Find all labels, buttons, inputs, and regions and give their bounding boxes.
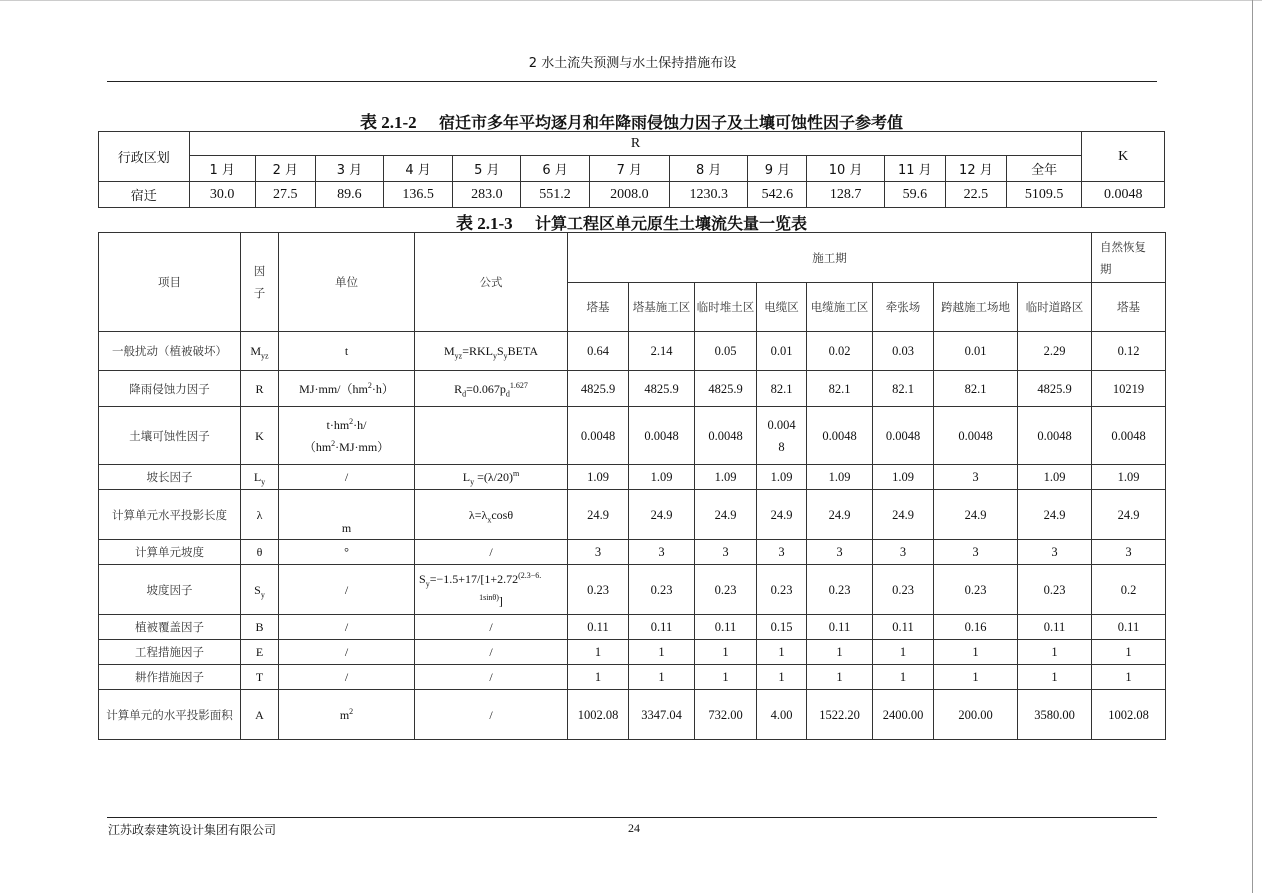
row-unit: [279, 465, 415, 490]
value-cell: 0.11: [1018, 615, 1092, 640]
row-formula: [415, 665, 568, 690]
value-cell: 0.05: [695, 332, 757, 371]
value-cell: 10219: [1092, 371, 1166, 407]
row-factor: [241, 690, 279, 740]
column-header: 临时道路区: [1018, 283, 1092, 332]
unit-text: m: [341, 521, 352, 535]
formula-subscript: y: [425, 578, 430, 588]
unit-text: ·h/: [353, 417, 367, 432]
table-row: [99, 565, 1166, 615]
month-header: 1 月: [189, 156, 255, 182]
row-factor: [241, 490, 279, 540]
unit-text: t: [344, 344, 349, 358]
row-formula: [415, 407, 568, 465]
table-row: [99, 540, 1166, 565]
formula-superscript: 1.627: [509, 380, 528, 390]
value-cell: 1.09: [757, 465, 807, 490]
formula-continuation: 1sinθ): [479, 592, 499, 602]
row-item: 计算单元坡度: [99, 540, 241, 565]
formula-subscript: d: [462, 388, 467, 398]
value-cell: 1002.08: [1092, 690, 1166, 740]
unit-superscript: 2: [331, 438, 336, 448]
value-cell: 1.09: [807, 465, 873, 490]
factor-symbol: A: [255, 707, 264, 722]
running-header: 2 水土流失预测与水土保持措施布设: [528, 56, 737, 71]
value-cell: 0.11: [568, 615, 629, 640]
value-cell: 0.0048: [1018, 407, 1092, 465]
formula-text: /: [489, 670, 493, 684]
value-cell: 0.01: [934, 332, 1018, 371]
table1-title: 宿迁市多年平均逐月和年降雨侵蚀力因子及土壤可蚀性因子参考值: [438, 113, 903, 132]
value-cell: 82.1: [807, 371, 873, 407]
value-cell: 1: [695, 640, 757, 665]
value-cell: 0.11: [1092, 615, 1166, 640]
value-cell: 24.9: [568, 490, 629, 540]
row-factor: [241, 665, 279, 690]
r-value: 2008.0: [589, 182, 669, 208]
row-formula: [415, 465, 568, 490]
value-cell: 0.004 8: [757, 407, 807, 465]
value-cell: 2400.00: [873, 690, 934, 740]
value-cell: 0.23: [695, 565, 757, 615]
r-value: 59.6: [884, 182, 945, 208]
row-factor: [241, 540, 279, 565]
page-number: 24: [628, 821, 640, 835]
value-cell: 0.02: [807, 332, 873, 371]
row-factor: [241, 465, 279, 490]
unit-superscript: 2: [349, 416, 354, 426]
value-cell: 0.64: [568, 332, 629, 371]
table1-number: 表 2.1-2: [360, 113, 417, 132]
formula-text: /: [489, 620, 493, 634]
formula-text: S: [496, 344, 504, 358]
row-item: 一般扰动（植被破坏）: [99, 332, 241, 371]
k-value: 0.0048: [1082, 182, 1165, 208]
value-cell: 1: [1018, 665, 1092, 690]
value-cell: 0.23: [1018, 565, 1092, 615]
row-formula: [415, 540, 568, 565]
formula-text: ]: [498, 593, 503, 608]
head-construction: 施工期: [568, 233, 1092, 283]
unit-text: °: [344, 545, 349, 559]
value-cell: 24.9: [757, 490, 807, 540]
value-cell: 1.09: [1018, 465, 1092, 490]
r-value: 128.7: [807, 182, 884, 208]
column-header: 塔基: [568, 283, 629, 332]
formula-text: cosθ: [491, 507, 514, 522]
value-cell: 4825.9: [1018, 371, 1092, 407]
r-value: 5109.5: [1006, 182, 1082, 208]
r-value: 1230.3: [670, 182, 748, 208]
value-cell: 3: [873, 540, 934, 565]
unit-text: /: [344, 670, 349, 684]
formula-superscript: m: [513, 469, 520, 478]
table-row: [99, 332, 1166, 371]
month-header: 4 月: [384, 156, 453, 182]
unit-superscript: 2: [349, 706, 354, 716]
row-item: 计算单元水平投影长度: [99, 490, 241, 540]
row-item: 计算单元的水平投影面积: [99, 690, 241, 740]
value-cell: 24.9: [934, 490, 1018, 540]
factor-symbol: E: [255, 645, 264, 659]
value-cell: 4825.9: [629, 371, 695, 407]
month-header: 9 月: [748, 156, 807, 182]
table2-number: 表 2.1-3: [456, 214, 513, 233]
value-cell: 732.00: [695, 690, 757, 740]
column-header: 电缆施工区: [807, 283, 873, 332]
value-cell: 0.0048: [807, 407, 873, 465]
factor-symbol: L: [253, 470, 262, 484]
value-cell: 3347.04: [629, 690, 695, 740]
soil-loss-table: [98, 232, 1166, 740]
row-item: 土壤可蚀性因子: [99, 407, 241, 465]
table2-title: 计算工程区单元原生土壤流失量一览表: [534, 214, 807, 233]
value-cell: 0.11: [873, 615, 934, 640]
column-header: 牵张场: [873, 283, 934, 332]
month-header: 8 月: [670, 156, 748, 182]
r-value: 30.0: [189, 182, 255, 208]
page-right-edge: [1252, 0, 1253, 893]
value-cell: 0.11: [807, 615, 873, 640]
unit-text: /: [344, 470, 349, 484]
value-cell: 1: [873, 640, 934, 665]
value-cell: 24.9: [629, 490, 695, 540]
head-formula: 公式: [415, 233, 568, 332]
formula-subscript: yz: [454, 351, 463, 361]
value-cell: 0.16: [934, 615, 1018, 640]
value-cell: 82.1: [757, 371, 807, 407]
value-cell: 1: [757, 665, 807, 690]
value-cell: 0.0048: [568, 407, 629, 465]
column-header: 电缆区: [757, 283, 807, 332]
row-formula: [415, 640, 568, 665]
column-header: 塔基: [1092, 283, 1166, 332]
value-cell: 4.00: [757, 690, 807, 740]
rainfall-erosivity-table: [98, 131, 1165, 208]
head-r: R: [189, 132, 1082, 156]
row-formula: [415, 565, 568, 615]
value-cell: 0.23: [629, 565, 695, 615]
value-cell: 1: [568, 640, 629, 665]
value-cell: 0.03: [873, 332, 934, 371]
value-cell: 3: [757, 540, 807, 565]
unit-text: ·MJ·mm）: [335, 439, 390, 454]
table-row: [99, 665, 1166, 690]
value-cell: 4825.9: [695, 371, 757, 407]
row-formula: [415, 490, 568, 540]
formula-text: L: [462, 470, 471, 484]
row-item: 降雨侵蚀力因子: [99, 371, 241, 407]
footer-company: 江苏政泰建筑设计集团有限公司: [108, 823, 277, 837]
factor-symbol: S: [254, 582, 261, 597]
row-item: 工程措施因子: [99, 640, 241, 665]
value-cell: 82.1: [873, 371, 934, 407]
r-value: 89.6: [315, 182, 383, 208]
table-row: [99, 690, 1166, 740]
value-cell: 4825.9: [568, 371, 629, 407]
value-cell: 0.11: [629, 615, 695, 640]
row-unit: [279, 490, 415, 540]
value-cell: 0.23: [568, 565, 629, 615]
head-district: 行政区划: [99, 132, 190, 182]
value-cell: 200.00: [934, 690, 1018, 740]
formula-subscript: y: [470, 477, 475, 487]
row-unit: [279, 540, 415, 565]
unit-superscript: 2: [367, 380, 372, 390]
value-cell: 1: [757, 640, 807, 665]
formula-subscript: d: [505, 388, 510, 398]
row-formula: [415, 332, 568, 371]
value-cell: 24.9: [695, 490, 757, 540]
value-cell: 1: [629, 640, 695, 665]
value-cell: 0.15: [757, 615, 807, 640]
table-row: [99, 407, 1166, 465]
month-header: 11 月: [884, 156, 945, 182]
month-header: 5 月: [453, 156, 521, 182]
formula-text: =−1.5+17/[1+2.72: [429, 571, 519, 586]
row-formula: [415, 371, 568, 407]
value-cell: 1: [629, 665, 695, 690]
row-item: 耕作措施因子: [99, 665, 241, 690]
value-cell: 1522.20: [807, 690, 873, 740]
table1-caption: [98, 108, 1165, 133]
row-unit: [279, 371, 415, 407]
month-header: 2 月: [255, 156, 315, 182]
value-cell: 82.1: [934, 371, 1018, 407]
footer-rule: [107, 817, 1157, 818]
r-value: 27.5: [255, 182, 315, 208]
month-header: 12 月: [945, 156, 1006, 182]
r-value: 551.2: [521, 182, 589, 208]
value-cell: 1: [695, 665, 757, 690]
row-factor: [241, 615, 279, 640]
value-cell: 24.9: [1092, 490, 1166, 540]
unit-text: ·h）: [371, 381, 394, 396]
table-row: [99, 465, 1166, 490]
value-cell: 24.9: [807, 490, 873, 540]
formula-text: R: [454, 381, 463, 396]
row-factor: [241, 407, 279, 465]
formula-subscript: y: [492, 351, 497, 361]
factor-subscript: yz: [261, 351, 269, 361]
formula-text: /: [489, 645, 493, 659]
factor-subscript: y: [261, 477, 266, 487]
district-cell: 宿迁: [99, 182, 190, 208]
value-cell: 1.09: [568, 465, 629, 490]
value-cell: 24.9: [1018, 490, 1092, 540]
value-cell: 1: [873, 665, 934, 690]
value-cell: 3580.00: [1018, 690, 1092, 740]
formula-text: =(λ/20): [474, 470, 514, 484]
value-cell: 1.09: [873, 465, 934, 490]
row-item: 坡长因子: [99, 465, 241, 490]
value-cell: 3: [934, 465, 1018, 490]
head-item: 项目: [99, 233, 241, 332]
row-unit: [279, 332, 415, 371]
formula-text: /: [489, 545, 493, 559]
value-cell: 1.09: [1092, 465, 1166, 490]
r-value: 22.5: [945, 182, 1006, 208]
factor-symbol: T: [255, 670, 264, 684]
factor-symbol: R: [255, 381, 264, 396]
r-value: 136.5: [384, 182, 453, 208]
value-cell: 0.0048: [873, 407, 934, 465]
value-cell: 1: [1092, 665, 1166, 690]
value-cell: 0.01: [757, 332, 807, 371]
value-cell: 1.09: [629, 465, 695, 490]
unit-text: /: [344, 582, 349, 597]
value-cell: 3: [807, 540, 873, 565]
column-header: 跨越施工场地: [934, 283, 1018, 332]
value-cell: 3: [695, 540, 757, 565]
head-k: K: [1082, 132, 1165, 182]
value-cell: 3: [1018, 540, 1092, 565]
unit-text: m: [339, 707, 350, 722]
month-header: 6 月: [521, 156, 589, 182]
row-unit: [279, 615, 415, 640]
row-factor: [241, 371, 279, 407]
formula-text: S: [419, 571, 426, 586]
value-cell: 2.14: [629, 332, 695, 371]
unit-text: /: [344, 620, 349, 634]
factor-symbol: M: [250, 344, 262, 358]
month-header: 7 月: [589, 156, 669, 182]
value-cell: 0.0048: [695, 407, 757, 465]
value-cell: 0.0048: [934, 407, 1018, 465]
value-cell: 3: [629, 540, 695, 565]
row-factor: [241, 565, 279, 615]
table2-caption: [98, 209, 1165, 234]
value-cell: 3: [1092, 540, 1166, 565]
table-row: [99, 490, 1166, 540]
value-cell: 1: [934, 640, 1018, 665]
row-unit: [279, 665, 415, 690]
value-cell: 1: [1018, 640, 1092, 665]
factor-symbol: K: [255, 428, 264, 443]
formula-text: BETA: [507, 344, 539, 358]
value-cell: 0.23: [934, 565, 1018, 615]
r-value: 542.6: [748, 182, 807, 208]
factor-subscript: y: [260, 589, 265, 599]
value-cell: 24.9: [873, 490, 934, 540]
factor-symbol: θ: [256, 545, 263, 559]
value-cell: 0.11: [695, 615, 757, 640]
value-cell: 0.12: [1092, 332, 1166, 371]
row-formula: [415, 690, 568, 740]
value-cell: 1: [807, 640, 873, 665]
factor-symbol: λ: [256, 507, 263, 522]
unit-text: t·hm: [326, 417, 350, 432]
value-cell: 0.0048: [1092, 407, 1166, 465]
month-header: 10 月: [807, 156, 884, 182]
row-factor: [241, 640, 279, 665]
formula-text: =RKL: [462, 344, 493, 358]
value-cell: 0.23: [757, 565, 807, 615]
row-unit: [279, 407, 415, 465]
value-cell: 1: [1092, 640, 1166, 665]
formula-subscript: x: [487, 514, 492, 524]
value-cell: 1: [934, 665, 1018, 690]
row-factor: [241, 332, 279, 371]
column-header: 塔基施工区: [629, 283, 695, 332]
month-header: 全年: [1006, 156, 1082, 182]
r-value: 283.0: [453, 182, 521, 208]
unit-text: （hm: [303, 439, 332, 454]
head-unit: 单位: [279, 233, 415, 332]
formula-text: λ=λ: [468, 507, 488, 522]
formula-superscript: (2.3−6.: [518, 570, 542, 580]
table-row: [99, 371, 1166, 407]
row-unit: [279, 690, 415, 740]
page-top-edge: [0, 0, 1262, 1]
factor-symbol: B: [255, 620, 264, 634]
value-cell: 2.29: [1018, 332, 1092, 371]
unit-text: /: [344, 645, 349, 659]
value-cell: 0.2: [1092, 565, 1166, 615]
formula-subscript: y: [503, 351, 508, 361]
value-cell: 1: [568, 665, 629, 690]
value-cell: 0.23: [807, 565, 873, 615]
value-cell: 1002.08: [568, 690, 629, 740]
formula-text: =0.067p: [466, 381, 506, 396]
row-unit: [279, 640, 415, 665]
column-header: 临时堆土区: [695, 283, 757, 332]
table-row: [99, 640, 1166, 665]
row-formula: [415, 615, 568, 640]
row-item: 坡度因子: [99, 565, 241, 615]
value-cell: 1: [807, 665, 873, 690]
value-cell: 3: [568, 540, 629, 565]
value-cell: 0.0048: [629, 407, 695, 465]
row-unit: [279, 565, 415, 615]
unit-text: MJ·mm/（hm: [299, 381, 368, 396]
row-item: 植被覆盖因子: [99, 615, 241, 640]
month-header: 3 月: [315, 156, 383, 182]
formula-text: M: [443, 344, 455, 358]
header-rule: [107, 81, 1157, 82]
table-row: [99, 615, 1166, 640]
formula-text: /: [489, 707, 493, 722]
head-factor: 因子: [241, 233, 279, 332]
value-cell: 3: [934, 540, 1018, 565]
value-cell: 1.09: [695, 465, 757, 490]
value-cell: 0.23: [873, 565, 934, 615]
head-recovery: 自然恢复期: [1092, 233, 1166, 283]
